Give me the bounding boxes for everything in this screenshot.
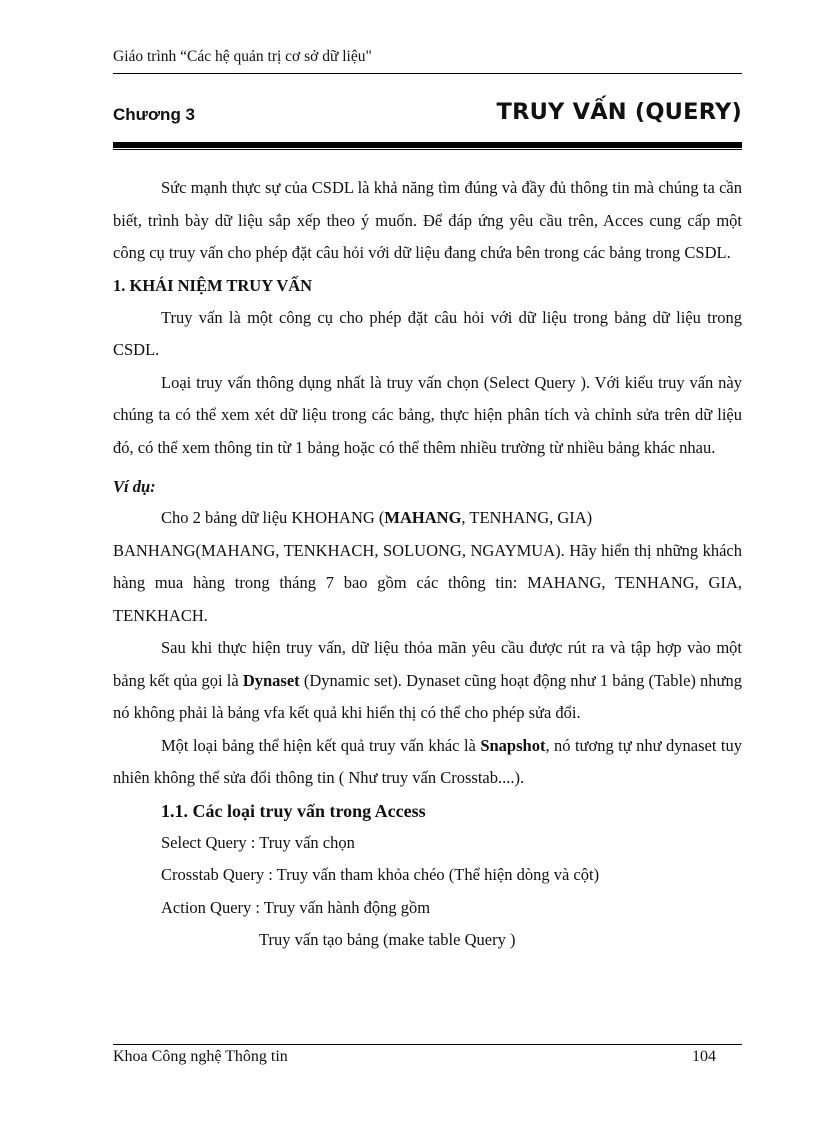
- chapter-label: Chương 3: [113, 105, 196, 124]
- dynaset-bold: Dynaset: [242, 670, 300, 690]
- page-number: 104: [692, 1048, 716, 1065]
- example-text: , TENHANG, GIA): [461, 508, 593, 527]
- intro-paragraph: Sức mạnh thực sự của CSDL là khả năng tìm đúng và đầy đủ thông tin mà chúng ta cần biết, trình bày dữ liệu sắp xếp theo ý muốn. Để đáp ứng yêu cầu trên, Acces cung cấp một công cụ truy vấn cho phép đặt câu hỏi với dữ liệu đang chứa bên trong các bảng trong CSDL.: [113, 178, 742, 262]
- footer-department: Khoa Công nghệ Thông tin: [113, 1048, 288, 1065]
- example-label: Ví dụ:: [113, 477, 156, 496]
- chapter-title: TRUY VẤN (QUERY): [496, 99, 742, 125]
- footer-rule: [113, 1044, 742, 1045]
- action-query-sub-item: Truy vấn tạo bảng (make table Query ): [259, 930, 516, 949]
- dynaset-text: (Dynamic set). Dynaset cũng hoạt động như 1 bảng (Table) nhưng nó không phải là bảng vfa kết quả khi hiển thị có thể cho phép sửa đổi.: [113, 670, 742, 722]
- query-type-item: Action Query : Truy vấn hành động gồm: [161, 897, 431, 917]
- subsection-heading: 1.1. Các loại truy vấn trong Access: [161, 800, 426, 821]
- chapter-rule-thin: [113, 149, 742, 150]
- example-tables-line: [113, 502, 742, 535]
- example-task-paragraph: BANHANG(MAHANG, TENKHACH, SOLUONG, NGAYMUA). Hãy hiển thị những khách hàng mua hàng trong tháng 7 bao gồm các thông tin: MAHANG, TENHANG, GIA, TENKHACH.: [113, 540, 742, 625]
- snapshot-paragraph: [113, 730, 742, 795]
- definition-paragraph: Truy vấn là một công cụ cho phép đặt câu hỏi với dữ liệu trong bảng dữ liệu trong CSDL.: [113, 307, 742, 359]
- query-type-item: Select Query : Truy vấn chọn: [161, 832, 355, 852]
- running-header: Giáo trình “Các hệ quản trị cơ sở dữ liệu": [113, 48, 372, 65]
- snapshot-bold: Snapshot: [480, 735, 546, 755]
- chapter-rule-thick: [113, 142, 742, 148]
- section-heading: 1. KHÁI NIỆM TRUY VẤN: [113, 275, 313, 295]
- query-type-item: Crosstab Query : Truy vấn tham khỏa chéo (Thể hiện dòng và cột): [161, 865, 600, 884]
- header-rule: [113, 73, 742, 74]
- example-key-bold: MAHANG: [384, 508, 462, 527]
- dynaset-text: Sau khi thực hiện truy vấn, dữ liệu thỏa mãn yêu cầu được rút ra và tập hợp vào một bảng kết qủa gọi là: [113, 638, 742, 690]
- dynaset-paragraph: [113, 632, 742, 730]
- snapshot-text: , nó tương tự như dynaset tuy nhiên không thể sửa đổi thông tin ( Như truy vấn Crosstab....).: [113, 735, 742, 787]
- select-query-paragraph: Loại truy vấn thông dụng nhất là truy vấn chọn (Select Query ). Với kiểu truy vấn này chúng ta có thể xem xét dữ liệu trong các bảng, thực hiện phân tích và chỉnh sửa trên dữ liệu đó, có thể xem thông tin từ 1 bảng hoặc có thể thêm nhiều trường từ nhiều bảng khác nhau.: [113, 372, 742, 457]
- page-body: [113, 172, 742, 957]
- snapshot-text: Một loại bảng thể hiện kết quả truy vấn khác là: [161, 735, 481, 755]
- example-text: Cho 2 bảng dữ liệu KHOHANG (: [161, 508, 385, 527]
